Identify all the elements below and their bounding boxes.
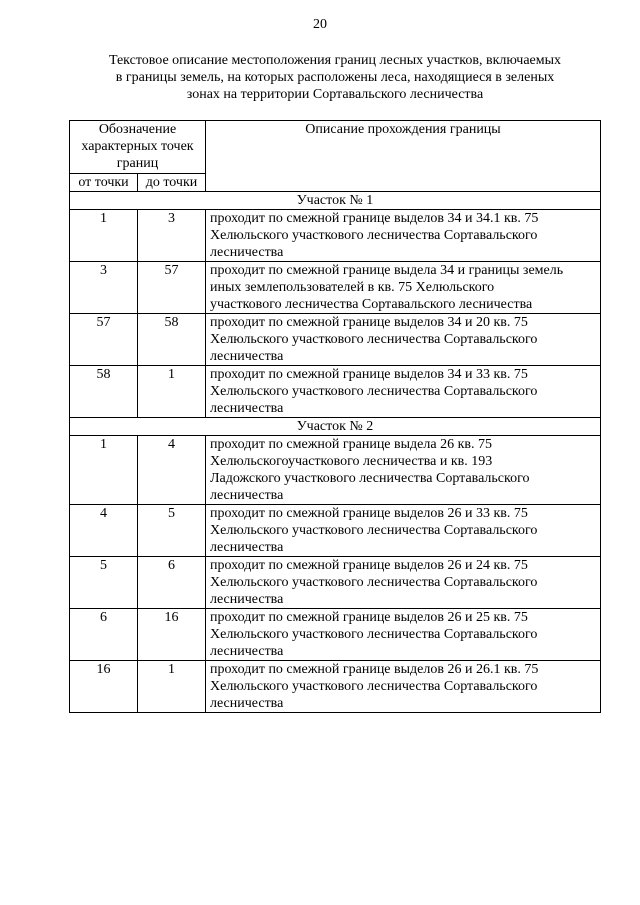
description-line: Хелюльского участкового лесничества Сортавальского (210, 332, 538, 347)
table-row (70, 436, 601, 505)
table-row (70, 505, 601, 557)
section-title: Участок № 2 (70, 418, 601, 436)
description-line: проходит по смежной границе выдела 34 и границы земель (210, 263, 564, 278)
section-row (70, 418, 601, 436)
title-line: в границы земель, на которых расположены леса, находящиеся в зеленых (115, 70, 555, 85)
table-row (70, 661, 601, 713)
header-points-line: характерных точек (81, 139, 194, 154)
title-line: зонах на территории Сортавальского лесничества (186, 87, 484, 102)
boundary-table (69, 120, 601, 713)
header-description: Описание прохождения границы (206, 121, 601, 192)
description-line: лесничества (210, 696, 284, 711)
description-line: лесничества (210, 592, 284, 607)
to-point: 58 (138, 314, 206, 366)
from-point: 5 (70, 557, 138, 609)
description-line: Хелюльского участкового лесничества Сортавальского (210, 627, 538, 642)
table-body (70, 192, 601, 713)
description-line: лесничества (210, 644, 284, 659)
to-point: 6 (138, 557, 206, 609)
table-row (70, 210, 601, 262)
table-row (70, 262, 601, 314)
description-line: Хелюльского участкового лесничества Сортавальского (210, 384, 538, 399)
description-line: проходит по смежной границе выделов 26 и 26.1 кв. 75 (210, 662, 539, 677)
description-line: проходит по смежной границе выделов 34 и 34.1 кв. 75 (210, 211, 539, 226)
to-point: 1 (138, 366, 206, 418)
description-line: проходит по смежной границе выделов 34 и 20 кв. 75 (210, 315, 528, 330)
description-line: Хелюльского участкового лесничества Сортавальского (210, 523, 538, 538)
description-line: Ладожского участкового лесничества Сортавальского (210, 471, 530, 486)
page-number: 20 (313, 17, 327, 32)
description-line: проходит по смежной границе выделов 26 и 24 кв. 75 (210, 558, 528, 573)
description-line: Хелюльского участкового лесничества Сортавальского (210, 228, 538, 243)
description-line: проходит по смежной границе выделов 26 и 25 кв. 75 (210, 610, 528, 625)
description-line: лесничества (210, 401, 284, 416)
description-line: лесничества (210, 349, 284, 364)
section-title: Участок № 1 (70, 192, 601, 210)
from-point: 1 (70, 210, 138, 262)
description-line: Хелюльского участкового лесничества Сортавальского (210, 575, 538, 590)
boundary-description (206, 609, 601, 661)
to-point: 1 (138, 661, 206, 713)
header-from: от точки (70, 174, 138, 192)
document-title (70, 52, 600, 103)
to-point: 4 (138, 436, 206, 505)
table-row (70, 609, 601, 661)
boundary-description (206, 505, 601, 557)
boundary-description (206, 314, 601, 366)
description-line: Хелюльскогоучасткового лесничества и кв. 193 (210, 454, 493, 469)
description-line: проходит по смежной границе выдела 26 кв. 75 (210, 437, 492, 452)
from-point: 1 (70, 436, 138, 505)
title-line: Текстовое описание местоположения границ лесных участков, включаемых (108, 53, 562, 68)
description-line: участкового лесничества Сортавальского лесничества (210, 297, 533, 312)
description-line: лесничества (210, 245, 284, 260)
boundary-description (206, 210, 601, 262)
description-line: иных землепользователей в кв. 75 Хелюльского (210, 280, 495, 295)
boundary-description (206, 436, 601, 505)
to-point: 16 (138, 609, 206, 661)
boundary-description (206, 262, 601, 314)
description-line: проходит по смежной границе выделов 26 и 33 кв. 75 (210, 506, 528, 521)
from-point: 4 (70, 505, 138, 557)
table-row (70, 557, 601, 609)
description-line: проходит по смежной границе выделов 34 и 33 кв. 75 (210, 367, 528, 382)
from-point: 57 (70, 314, 138, 366)
description-line: Хелюльского участкового лесничества Сортавальского (210, 679, 538, 694)
section-row (70, 192, 601, 210)
description-line: лесничества (210, 540, 284, 555)
from-point: 6 (70, 609, 138, 661)
header-to: до точки (138, 174, 206, 192)
from-point: 3 (70, 262, 138, 314)
header-points-line: Обозначение (98, 122, 177, 137)
header-points (70, 121, 206, 174)
boundary-description (206, 557, 601, 609)
from-point: 16 (70, 661, 138, 713)
boundary-description (206, 366, 601, 418)
to-point: 57 (138, 262, 206, 314)
boundary-description (206, 661, 601, 713)
header-points-line: границ (116, 156, 159, 171)
table-row (70, 366, 601, 418)
table-row (70, 314, 601, 366)
to-point: 5 (138, 505, 206, 557)
to-point: 3 (138, 210, 206, 262)
from-point: 58 (70, 366, 138, 418)
description-line: лесничества (210, 488, 284, 503)
